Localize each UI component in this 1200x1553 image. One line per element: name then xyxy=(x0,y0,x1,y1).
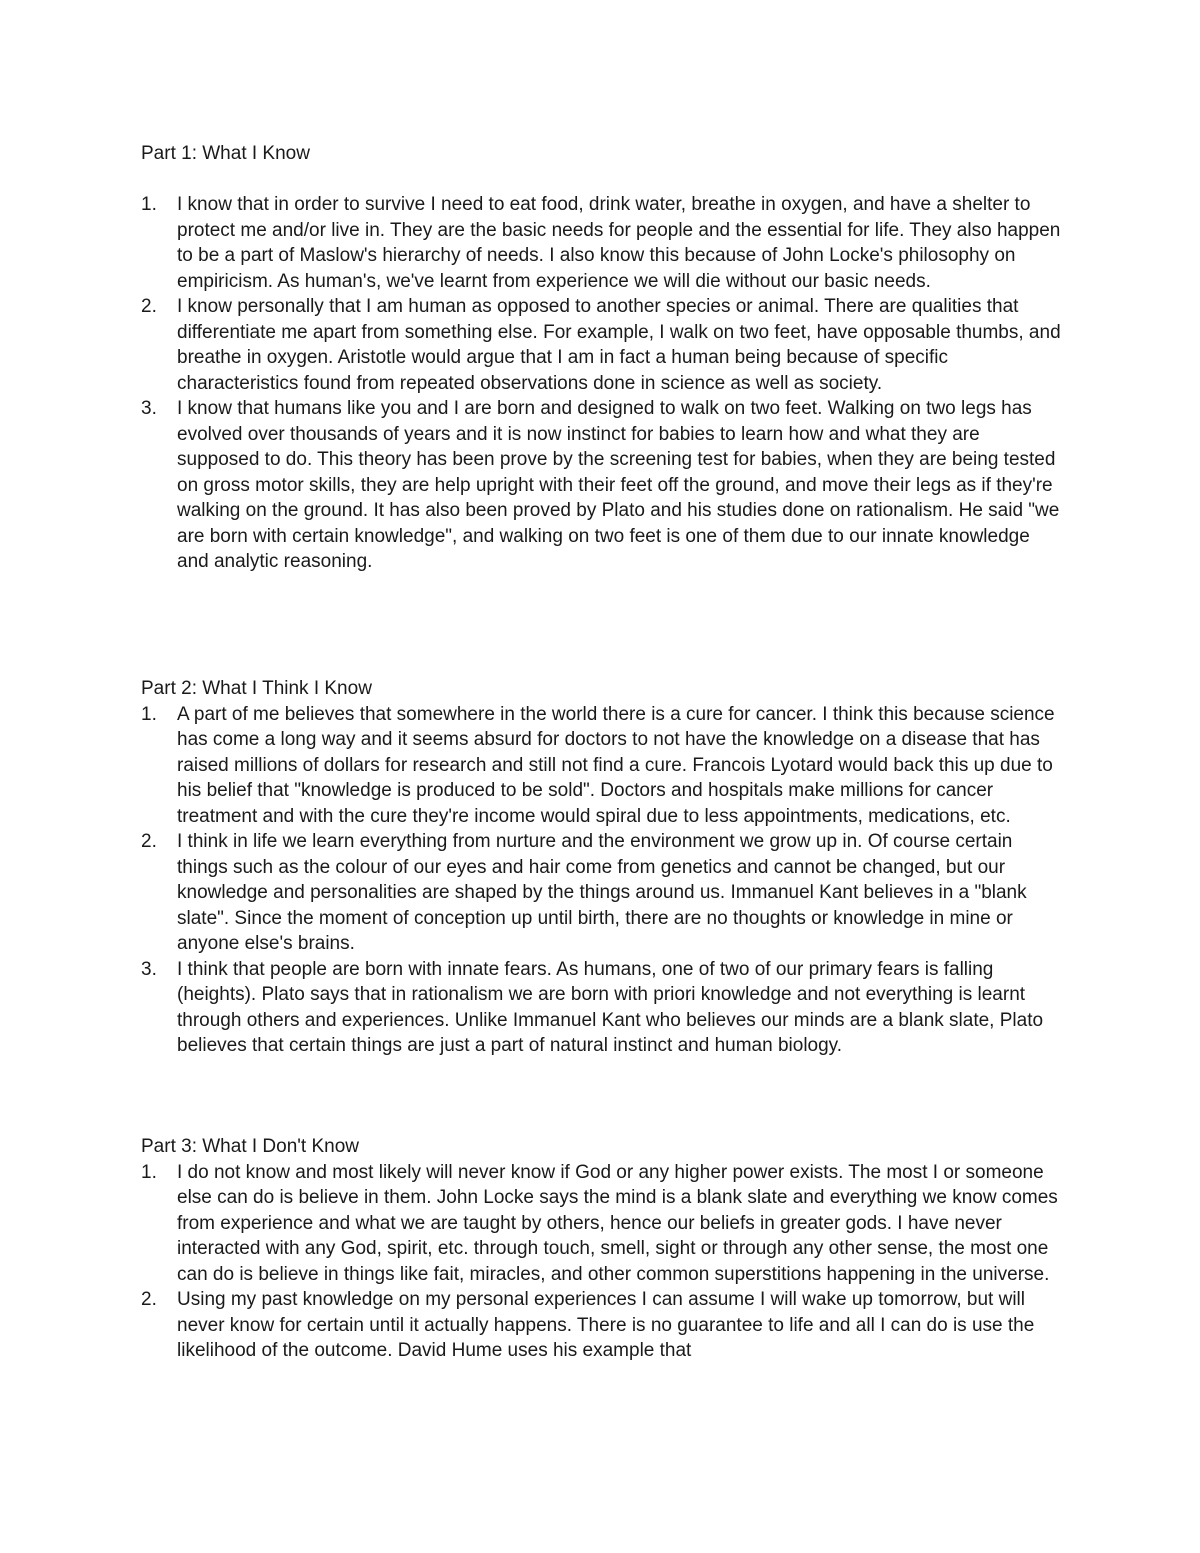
list-item-text: I do not know and most likely will never know if God or any higher power exists. The most I or someone else can do is believe in them. John Locke says the mind is a blank slate and everything we know comes from experience and what we are taught by others, hence our beliefs in greater gods. I have never interacted with any God, spirit, etc. through touch, smell, sight or through any other sense, the most one can do is believe in things like fait, miracles, and other common superstitions happening in the universe. xyxy=(177,1161,1058,1285)
part-3-list xyxy=(141,1160,1066,1364)
list-item-text: I know that in order to survive I need to eat food, drink water, breathe in oxygen, and have a shelter to protect me and/or live in. They are the basic needs for people and the essential for life. They also happen to be a part of Maslow's hierarchy of needs. I also know this because of John Locke's philosophy on empiricism. As human's, we've learnt from experience we will die without our basic needs. xyxy=(177,194,1061,292)
part-2-heading: Part 2: What I Think I Know xyxy=(141,678,372,699)
part-2-section xyxy=(141,676,1066,1059)
list-item-text: I think in life we learn everything from nurture and the environment we grow up in. Of course certain things such as the colour of our eyes and hair come from genetics and cannot be changed, but our knowledge and personalities are shaped by the things around us. Immanuel Kant believes in a "blank slate". Since the moment of conception up until birth, there are no thoughts or knowledge in mine or anyone else's brains. xyxy=(177,831,1027,954)
list-item-number: 2. xyxy=(141,296,157,317)
part-1-list xyxy=(141,192,1066,575)
list-item xyxy=(141,1160,1066,1288)
part-3-section xyxy=(141,1134,1066,1364)
list-item-number: 1. xyxy=(141,194,157,215)
list-item-number: 3. xyxy=(141,958,157,980)
list-item xyxy=(141,294,1066,396)
list-item-number: 3. xyxy=(141,398,157,419)
list-item-number: 2. xyxy=(141,831,157,852)
list-item-text: A part of me believes that somewhere in the world there is a cure for cancer. I think this because science has come a long way and it seems absurd for doctors to not have the knowledge on a disease that has raised millions of dollars for research and still not find a cure. Francois Lyotard would back this up due to his belief that "knowledge is produced to be sold". Doctors and hospitals make millions for cancer treatment and with the cure they're income would spiral due to less appointments, medications, etc. xyxy=(177,703,1055,827)
part-1-section xyxy=(141,141,1066,575)
list-item-text: Using my past knowledge on my personal experiences I can assume I will wake up tomorrow, but will never know for certain until it actually happens. There is no guarantee to life and all I can do is use the likelihood of the outcome. David Hume uses his example that xyxy=(177,1289,1035,1361)
list-item xyxy=(141,1287,1066,1364)
list-item xyxy=(141,702,1066,830)
part-2-list xyxy=(141,702,1066,1059)
list-item xyxy=(141,957,1066,1059)
list-item-number: 1. xyxy=(141,703,157,725)
list-item-text: I know personally that I am human as opposed to another species or animal. There are qualities that differentiate me apart from something else. For example, I walk on two feet, have opposable thumbs, and breathe in oxygen. Aristotle would argue that I am in fact a human being because of specific characteristics found from repeated observations done in science as well as society. xyxy=(177,296,1061,394)
part-1-heading: Part 1: What I Know xyxy=(141,143,310,164)
list-item xyxy=(141,829,1066,957)
list-item xyxy=(141,192,1066,294)
list-item-text: I think that people are born with innate fears. As humans, one of two of our primary fears is falling (heights). Plato says that in rationalism we are born with priori knowledge and not everything is learnt through others and experiences. Unlike Immanuel Kant who believes our minds are a blank slate, Plato believes that certain things are just a part of natural instinct and human biology. xyxy=(177,958,1044,1056)
list-item-text: I know that humans like you and I are born and designed to walk on two feet. Walking on two legs has evolved over thousands of years and it is now instinct for babies to learn how and what they are supposed to do. This theory has been prove by the screening test for babies, when they are being tested on gross motor skills, they are help upright with their feet off the ground, and move their legs as if they're walking on the ground. It has also been proved by Plato and his studies done on rationalism. He said "we are born with certain knowledge", and walking on two feet is one of them due to our innate knowledge and analytic reasoning. xyxy=(177,398,1060,572)
list-item xyxy=(141,396,1066,575)
list-item-number: 2. xyxy=(141,1289,157,1310)
part-3-heading: Part 3: What I Don't Know xyxy=(141,1136,359,1157)
list-item-number: 1. xyxy=(141,1161,157,1183)
